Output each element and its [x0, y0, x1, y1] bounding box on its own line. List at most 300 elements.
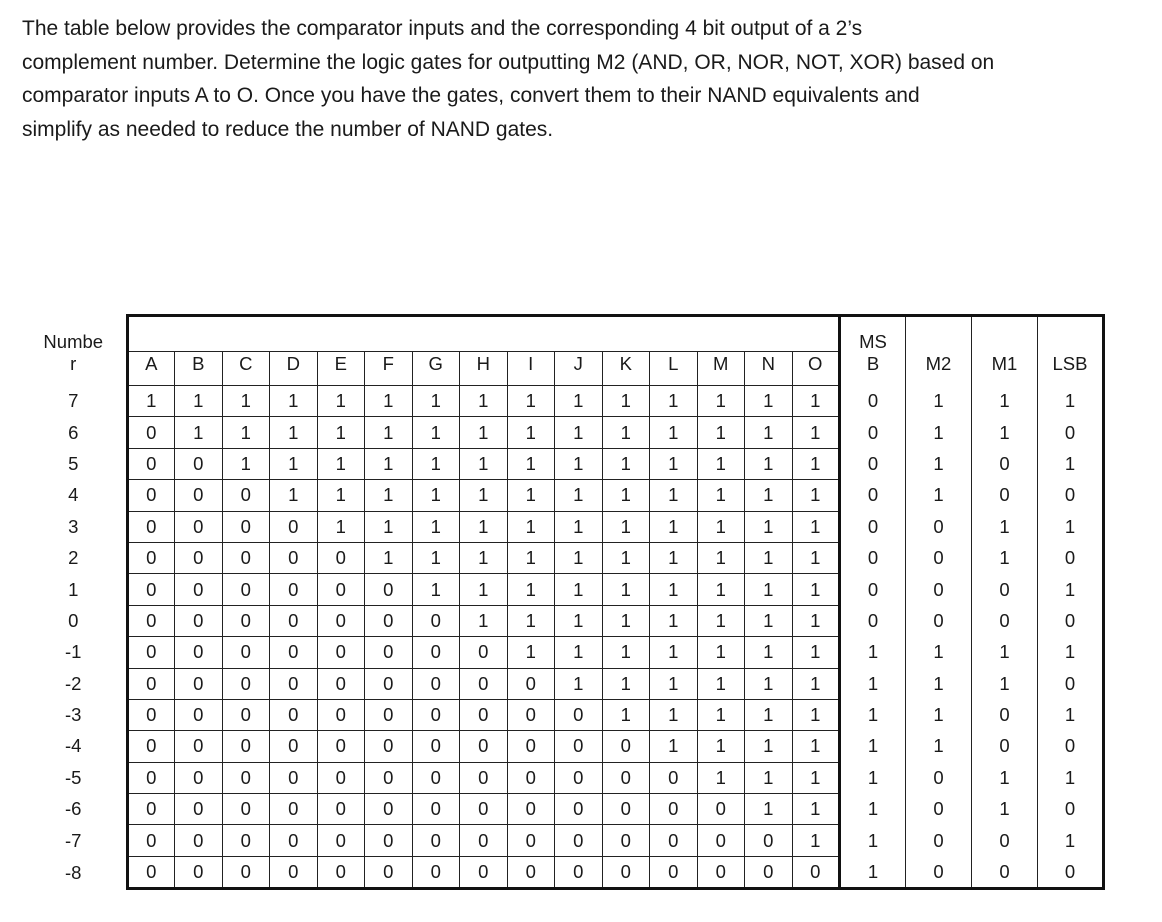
input-cell: 0 — [270, 825, 318, 856]
output-cell: 0 — [906, 605, 972, 636]
table-row — [21, 480, 1104, 511]
output-cell: 1 — [840, 699, 906, 730]
input-cell: 0 — [412, 794, 460, 825]
input-header-blank — [175, 316, 223, 352]
output-cell: 1 — [840, 731, 906, 762]
input-cell: 0 — [507, 668, 555, 699]
input-header-blank — [317, 316, 365, 352]
input-cell: 0 — [365, 668, 413, 699]
input-cell: 1 — [507, 637, 555, 668]
table-row — [21, 637, 1104, 668]
input-cell: 0 — [412, 668, 460, 699]
output-cell: 0 — [1038, 605, 1104, 636]
output-cell: 1 — [840, 762, 906, 793]
input-cell: 1 — [745, 574, 793, 605]
input-cell: 0 — [175, 480, 223, 511]
input-cell: 1 — [507, 605, 555, 636]
input-cell: 0 — [365, 825, 413, 856]
input-cell: 1 — [460, 574, 508, 605]
input-cell: 1 — [697, 386, 745, 417]
output-cell: 1 — [906, 668, 972, 699]
input-cell: 0 — [317, 731, 365, 762]
output-header: LSB — [1038, 352, 1104, 386]
table-row — [21, 762, 1104, 793]
table-row — [21, 605, 1104, 636]
output-cell: 1 — [906, 480, 972, 511]
output-cell: 1 — [840, 794, 906, 825]
number-header: r — [21, 352, 127, 386]
input-cell: 1 — [222, 417, 270, 448]
input-cell: 1 — [697, 574, 745, 605]
input-cell: 0 — [175, 448, 223, 479]
output-header-blank — [972, 316, 1038, 352]
input-cell: 0 — [127, 825, 175, 856]
input-cell: 1 — [697, 448, 745, 479]
output-cell: 0 — [840, 574, 906, 605]
output-cell: 1 — [1038, 825, 1104, 856]
input-cell: 1 — [792, 605, 840, 636]
input-cell: 0 — [412, 825, 460, 856]
input-cell: 0 — [555, 731, 603, 762]
input-cell: 0 — [175, 605, 223, 636]
input-cell: 1 — [412, 511, 460, 542]
output-cell: 1 — [1038, 699, 1104, 730]
output-cell: 0 — [972, 574, 1038, 605]
input-cell: 1 — [650, 511, 698, 542]
output-cell: 0 — [906, 794, 972, 825]
input-header: H — [460, 352, 508, 386]
table-row — [21, 731, 1104, 762]
input-cell: 1 — [792, 794, 840, 825]
input-cell: 0 — [270, 856, 318, 888]
input-cell: 0 — [222, 825, 270, 856]
input-cell: 1 — [460, 605, 508, 636]
input-cell: 1 — [507, 448, 555, 479]
truth-table — [21, 314, 1105, 890]
input-cell: 1 — [697, 762, 745, 793]
output-cell: 0 — [906, 511, 972, 542]
input-cell: 0 — [460, 856, 508, 888]
input-cell: 0 — [365, 637, 413, 668]
input-cell: 1 — [650, 448, 698, 479]
input-header-blank — [222, 316, 270, 352]
input-cell: 0 — [222, 542, 270, 573]
input-cell: 0 — [317, 574, 365, 605]
input-cell: 1 — [412, 574, 460, 605]
input-cell: 0 — [650, 762, 698, 793]
output-cell: 1 — [1038, 511, 1104, 542]
input-cell: 0 — [317, 794, 365, 825]
input-cell: 0 — [175, 699, 223, 730]
output-cell: 1 — [840, 668, 906, 699]
input-cell: 0 — [270, 637, 318, 668]
input-cell: 1 — [697, 668, 745, 699]
input-cell: 0 — [222, 511, 270, 542]
output-cell: 1 — [906, 637, 972, 668]
input-cell: 1 — [697, 542, 745, 573]
input-cell: 1 — [697, 731, 745, 762]
input-header-blank — [412, 316, 460, 352]
input-cell: 0 — [507, 699, 555, 730]
input-cell: 0 — [602, 794, 650, 825]
number-cell: -4 — [21, 731, 127, 762]
number-cell: 1 — [21, 574, 127, 605]
input-cell: 1 — [317, 448, 365, 479]
number-cell: 2 — [21, 542, 127, 573]
number-cell: -5 — [21, 762, 127, 793]
input-cell: 0 — [365, 574, 413, 605]
input-cell: 0 — [222, 731, 270, 762]
input-cell: 0 — [175, 762, 223, 793]
output-header-blank — [906, 316, 972, 352]
input-cell: 0 — [270, 699, 318, 730]
input-cell: 1 — [175, 417, 223, 448]
input-header: F — [365, 352, 413, 386]
input-cell: 0 — [175, 542, 223, 573]
input-cell: 1 — [650, 605, 698, 636]
problem-line: comparator inputs A to O. Once you have the gates, convert them to their NAND equivalents and — [22, 84, 920, 107]
output-cell: 0 — [972, 480, 1038, 511]
input-cell: 0 — [127, 762, 175, 793]
input-cell: 0 — [697, 825, 745, 856]
input-cell: 1 — [365, 480, 413, 511]
input-cell: 1 — [317, 511, 365, 542]
output-cell: 1 — [972, 386, 1038, 417]
output-cell: 1 — [840, 825, 906, 856]
number-cell: -3 — [21, 699, 127, 730]
input-cell: 0 — [650, 825, 698, 856]
input-cell: 0 — [127, 731, 175, 762]
input-cell: 0 — [270, 605, 318, 636]
output-cell: 1 — [906, 448, 972, 479]
output-cell: 1 — [1038, 386, 1104, 417]
number-cell: -1 — [21, 637, 127, 668]
input-cell: 1 — [127, 386, 175, 417]
msb-header: B — [840, 352, 906, 386]
truth-table-container — [21, 314, 1105, 890]
output-cell: 1 — [1038, 574, 1104, 605]
output-cell: 1 — [906, 699, 972, 730]
output-cell: 0 — [906, 762, 972, 793]
input-cell: 0 — [365, 605, 413, 636]
input-cell: 0 — [127, 856, 175, 888]
output-cell: 0 — [840, 605, 906, 636]
input-cell: 1 — [270, 386, 318, 417]
input-cell: 1 — [507, 511, 555, 542]
input-cell: 0 — [222, 856, 270, 888]
problem-statement — [22, 12, 1122, 146]
input-cell: 0 — [602, 731, 650, 762]
number-cell: 5 — [21, 448, 127, 479]
input-cell: 1 — [745, 637, 793, 668]
output-cell: 1 — [840, 856, 906, 888]
input-cell: 1 — [317, 480, 365, 511]
input-cell: 1 — [507, 480, 555, 511]
input-cell: 1 — [697, 511, 745, 542]
input-cell: 0 — [222, 762, 270, 793]
input-cell: 1 — [792, 637, 840, 668]
input-cell: 0 — [365, 794, 413, 825]
input-cell: 0 — [555, 794, 603, 825]
output-cell: 1 — [972, 637, 1038, 668]
input-cell: 1 — [460, 511, 508, 542]
output-cell: 0 — [972, 825, 1038, 856]
input-cell: 0 — [175, 856, 223, 888]
table-row — [21, 856, 1104, 888]
input-header: N — [745, 352, 793, 386]
input-cell: 0 — [412, 699, 460, 730]
number-cell: -7 — [21, 825, 127, 856]
number-cell: 6 — [21, 417, 127, 448]
input-cell: 1 — [602, 480, 650, 511]
input-cell: 0 — [602, 825, 650, 856]
input-header: C — [222, 352, 270, 386]
input-cell: 0 — [650, 794, 698, 825]
output-header: M2 — [906, 352, 972, 386]
input-cell: 1 — [365, 417, 413, 448]
number-cell: -8 — [21, 856, 127, 888]
input-cell: 0 — [792, 856, 840, 888]
input-cell: 1 — [602, 637, 650, 668]
input-cell: 0 — [745, 856, 793, 888]
output-cell: 0 — [840, 417, 906, 448]
input-cell: 1 — [412, 448, 460, 479]
input-cell: 0 — [697, 856, 745, 888]
input-cell: 1 — [270, 448, 318, 479]
output-cell: 1 — [972, 794, 1038, 825]
input-header: E — [317, 352, 365, 386]
input-cell: 1 — [650, 480, 698, 511]
input-cell: 0 — [175, 511, 223, 542]
table-row — [21, 574, 1104, 605]
input-cell: 1 — [460, 542, 508, 573]
output-cell: 0 — [840, 480, 906, 511]
input-cell: 1 — [412, 542, 460, 573]
output-cell: 1 — [972, 668, 1038, 699]
input-cell: 1 — [602, 448, 650, 479]
table-header-row — [21, 316, 1104, 352]
input-cell: 0 — [127, 480, 175, 511]
output-cell: 1 — [840, 637, 906, 668]
input-cell: 0 — [602, 762, 650, 793]
input-cell: 0 — [175, 794, 223, 825]
input-cell: 1 — [460, 386, 508, 417]
input-cell: 1 — [602, 574, 650, 605]
number-cell: 4 — [21, 480, 127, 511]
input-cell: 1 — [602, 668, 650, 699]
output-cell: 1 — [1038, 762, 1104, 793]
input-cell: 0 — [175, 731, 223, 762]
table-row — [21, 542, 1104, 573]
table-row — [21, 699, 1104, 730]
input-cell: 0 — [460, 762, 508, 793]
output-cell: 0 — [1038, 856, 1104, 888]
input-cell: 0 — [127, 668, 175, 699]
input-cell: 1 — [555, 417, 603, 448]
input-header: J — [555, 352, 603, 386]
input-cell: 1 — [222, 386, 270, 417]
input-cell: 1 — [792, 542, 840, 573]
input-header-blank — [697, 316, 745, 352]
input-cell: 0 — [507, 794, 555, 825]
output-cell: 0 — [906, 856, 972, 888]
input-cell: 0 — [270, 794, 318, 825]
input-cell: 1 — [222, 448, 270, 479]
input-cell: 0 — [365, 856, 413, 888]
problem-line: simplify as needed to reduce the number of NAND gates. — [22, 117, 554, 141]
input-cell: 1 — [555, 574, 603, 605]
input-cell: 0 — [317, 762, 365, 793]
problem-line: The table below provides the comparator inputs and the corresponding 4 bit output of a 2’s — [22, 17, 863, 40]
output-cell: 0 — [972, 856, 1038, 888]
input-cell: 1 — [650, 699, 698, 730]
input-cell: 1 — [365, 511, 413, 542]
input-cell: 0 — [175, 668, 223, 699]
input-header-blank — [650, 316, 698, 352]
input-cell: 0 — [127, 637, 175, 668]
input-cell: 0 — [270, 668, 318, 699]
input-cell: 1 — [317, 417, 365, 448]
input-cell: 1 — [745, 668, 793, 699]
number-cell: 0 — [21, 605, 127, 636]
input-cell: 1 — [697, 699, 745, 730]
input-cell: 1 — [365, 542, 413, 573]
output-cell: 1 — [972, 511, 1038, 542]
input-cell: 0 — [222, 637, 270, 668]
input-cell: 1 — [650, 574, 698, 605]
input-cell: 0 — [317, 825, 365, 856]
input-cell: 0 — [317, 637, 365, 668]
input-cell: 1 — [745, 762, 793, 793]
input-cell: 1 — [745, 605, 793, 636]
input-cell: 0 — [270, 762, 318, 793]
input-header-blank — [460, 316, 508, 352]
table-row — [21, 794, 1104, 825]
input-cell: 1 — [745, 386, 793, 417]
input-cell: 0 — [555, 825, 603, 856]
input-cell: 1 — [602, 386, 650, 417]
input-cell: 1 — [745, 417, 793, 448]
output-cell: 1 — [906, 731, 972, 762]
input-cell: 1 — [792, 762, 840, 793]
input-cell: 0 — [555, 762, 603, 793]
table-header-row — [21, 352, 1104, 386]
input-cell: 1 — [365, 448, 413, 479]
input-header: K — [602, 352, 650, 386]
input-cell: 1 — [792, 668, 840, 699]
input-cell: 0 — [127, 794, 175, 825]
output-header-blank — [1038, 316, 1104, 352]
input-cell: 0 — [602, 856, 650, 888]
input-header: M — [697, 352, 745, 386]
input-cell: 1 — [792, 511, 840, 542]
input-cell: 0 — [222, 794, 270, 825]
input-cell: 1 — [745, 480, 793, 511]
input-cell: 1 — [175, 386, 223, 417]
input-cell: 1 — [270, 417, 318, 448]
input-cell: 0 — [317, 856, 365, 888]
output-cell: 0 — [972, 731, 1038, 762]
input-cell: 0 — [222, 668, 270, 699]
output-cell: 0 — [1038, 542, 1104, 573]
output-cell: 0 — [906, 825, 972, 856]
input-cell: 0 — [507, 856, 555, 888]
input-cell: 0 — [412, 856, 460, 888]
input-cell: 1 — [650, 386, 698, 417]
input-cell: 1 — [555, 511, 603, 542]
input-header: A — [127, 352, 175, 386]
input-cell: 1 — [745, 731, 793, 762]
output-cell: 0 — [972, 448, 1038, 479]
input-header-blank — [792, 316, 840, 352]
input-cell: 0 — [222, 480, 270, 511]
input-cell: 0 — [317, 542, 365, 573]
input-cell: 0 — [460, 825, 508, 856]
input-cell: 0 — [270, 574, 318, 605]
input-cell: 1 — [602, 542, 650, 573]
input-cell: 1 — [412, 386, 460, 417]
input-header: I — [507, 352, 555, 386]
output-cell: 0 — [972, 699, 1038, 730]
output-cell: 0 — [1038, 417, 1104, 448]
input-cell: 1 — [697, 480, 745, 511]
input-cell: 0 — [127, 511, 175, 542]
input-cell: 0 — [222, 699, 270, 730]
table-row — [21, 668, 1104, 699]
input-cell: 0 — [127, 699, 175, 730]
input-header-blank — [270, 316, 318, 352]
table-row — [21, 511, 1104, 542]
input-cell: 0 — [127, 605, 175, 636]
input-cell: 0 — [175, 825, 223, 856]
input-cell: 0 — [175, 637, 223, 668]
input-cell: 0 — [412, 731, 460, 762]
output-cell: 1 — [972, 762, 1038, 793]
input-cell: 1 — [697, 605, 745, 636]
output-cell: 1 — [1038, 448, 1104, 479]
input-cell: 1 — [745, 542, 793, 573]
input-cell: 1 — [792, 448, 840, 479]
output-cell: 0 — [840, 386, 906, 417]
input-cell: 1 — [270, 480, 318, 511]
input-cell: 1 — [412, 417, 460, 448]
input-cell: 1 — [745, 448, 793, 479]
output-cell: 0 — [840, 448, 906, 479]
input-cell: 1 — [745, 699, 793, 730]
input-cell: 0 — [365, 699, 413, 730]
input-cell: 1 — [555, 637, 603, 668]
input-header-blank — [127, 316, 175, 352]
output-cell: 0 — [1038, 731, 1104, 762]
input-cell: 1 — [792, 480, 840, 511]
input-cell: 1 — [602, 699, 650, 730]
input-cell: 0 — [460, 668, 508, 699]
input-cell: 1 — [792, 574, 840, 605]
input-header: D — [270, 352, 318, 386]
input-cell: 1 — [460, 448, 508, 479]
input-header: B — [175, 352, 223, 386]
input-cell: 1 — [507, 386, 555, 417]
table-row — [21, 825, 1104, 856]
output-header: M1 — [972, 352, 1038, 386]
input-cell: 0 — [745, 825, 793, 856]
input-cell: 1 — [792, 386, 840, 417]
input-cell: 0 — [222, 605, 270, 636]
input-cell: 0 — [697, 794, 745, 825]
input-cell: 0 — [460, 637, 508, 668]
output-cell: 1 — [972, 417, 1038, 448]
msb-header: MS — [840, 316, 906, 352]
